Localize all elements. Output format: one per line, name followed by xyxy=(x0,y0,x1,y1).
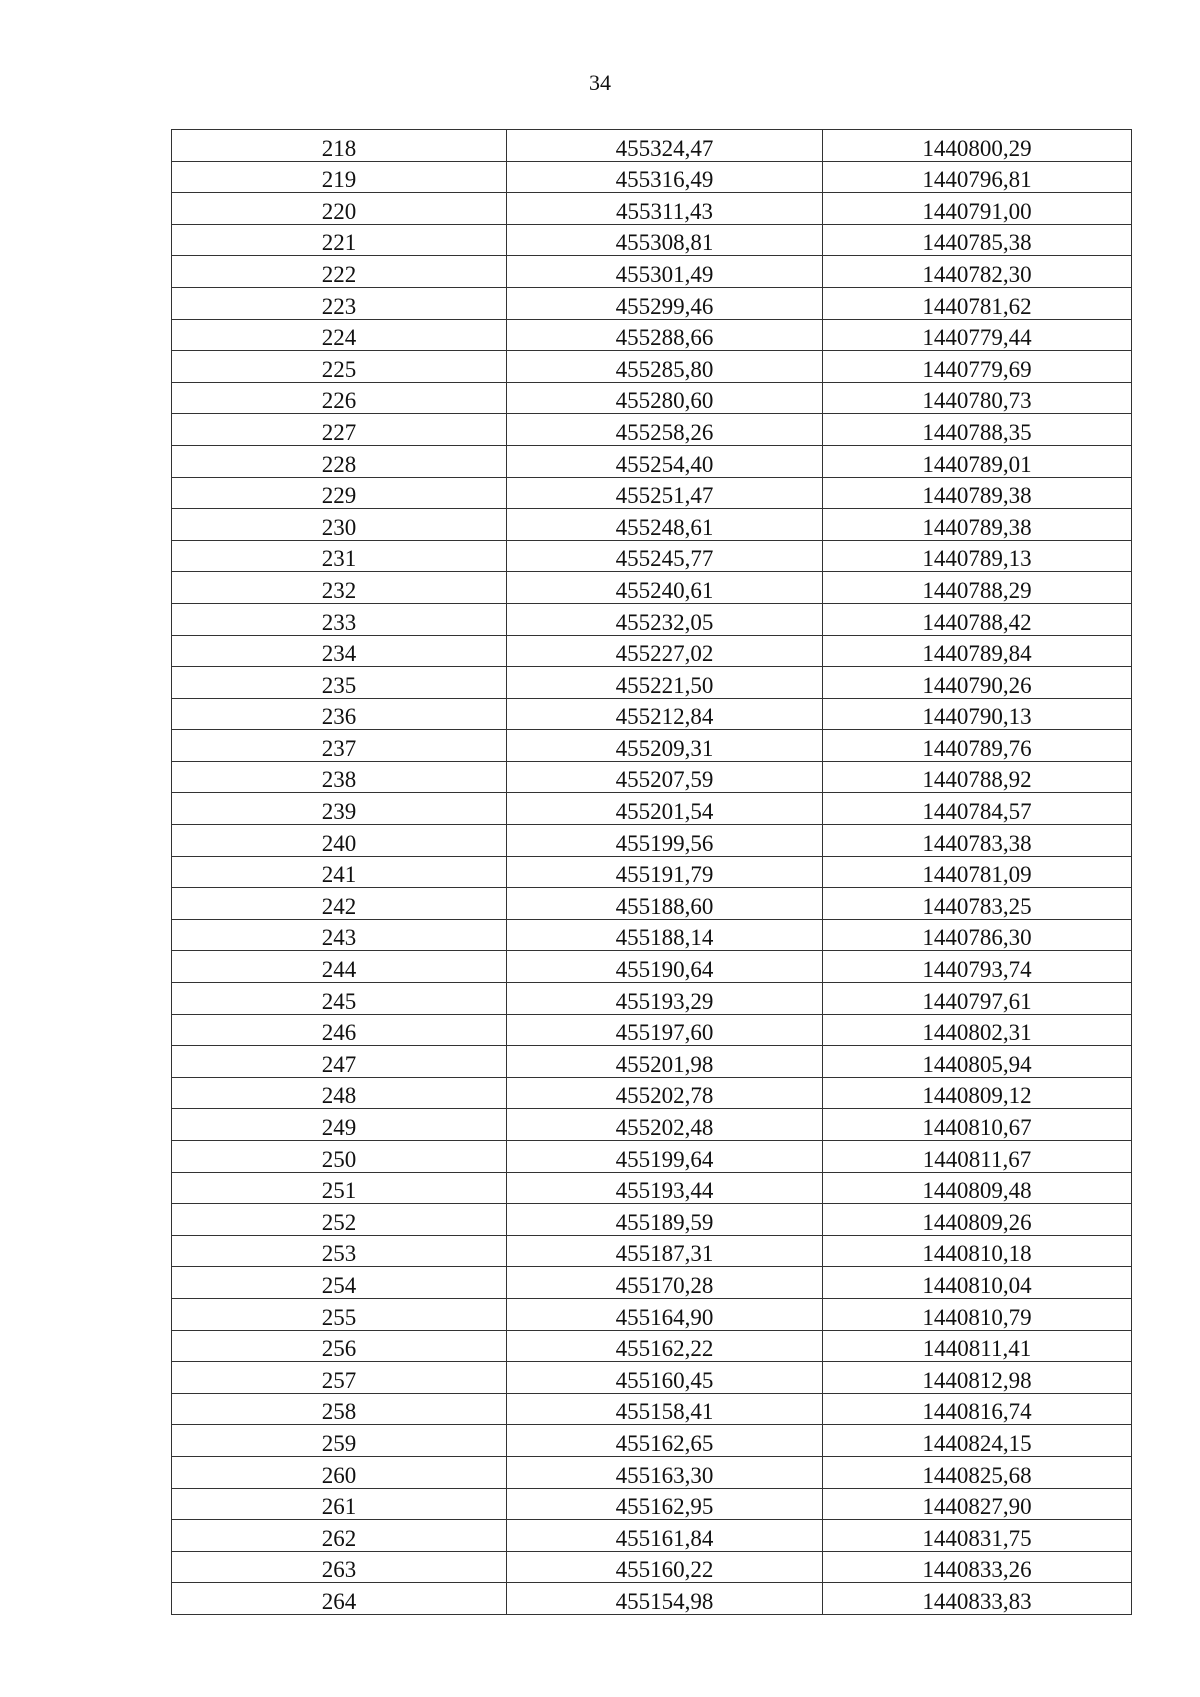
x-coordinate-cell: 455163,30 xyxy=(507,1456,823,1488)
x-coordinate-cell: 455232,05 xyxy=(507,603,823,635)
x-coordinate-cell: 455158,41 xyxy=(507,1393,823,1425)
coordinates-table-body xyxy=(172,130,1132,1615)
table-row xyxy=(172,1393,1132,1425)
point-number-cell: 230 xyxy=(172,509,507,541)
x-coordinate-cell: 455193,29 xyxy=(507,983,823,1015)
point-number-cell: 247 xyxy=(172,1046,507,1078)
table-row xyxy=(172,351,1132,383)
table-row xyxy=(172,1362,1132,1394)
y-coordinate-cell: 1440825,68 xyxy=(823,1456,1132,1488)
x-coordinate-cell: 455162,22 xyxy=(507,1330,823,1362)
y-coordinate-cell: 1440789,84 xyxy=(823,635,1132,667)
y-coordinate-cell: 1440782,30 xyxy=(823,256,1132,288)
point-number-cell: 232 xyxy=(172,572,507,604)
table-row xyxy=(172,130,1132,162)
y-coordinate-cell: 1440810,79 xyxy=(823,1298,1132,1330)
y-coordinate-cell: 1440797,61 xyxy=(823,983,1132,1015)
point-number-cell: 222 xyxy=(172,256,507,288)
x-coordinate-cell: 455288,66 xyxy=(507,319,823,351)
table-row xyxy=(172,414,1132,446)
y-coordinate-cell: 1440812,98 xyxy=(823,1362,1132,1394)
table-row xyxy=(172,193,1132,225)
page-number: 34 xyxy=(589,70,611,95)
y-coordinate-cell: 1440785,38 xyxy=(823,224,1132,256)
y-coordinate-cell: 1440788,92 xyxy=(823,761,1132,793)
point-number-cell: 231 xyxy=(172,540,507,572)
table-row xyxy=(172,319,1132,351)
x-coordinate-cell: 455199,64 xyxy=(507,1141,823,1173)
x-coordinate-cell: 455201,98 xyxy=(507,1046,823,1078)
y-coordinate-cell: 1440789,01 xyxy=(823,445,1132,477)
x-coordinate-cell: 455164,90 xyxy=(507,1298,823,1330)
y-coordinate-cell: 1440784,57 xyxy=(823,793,1132,825)
y-coordinate-cell: 1440786,30 xyxy=(823,919,1132,951)
point-number-cell: 246 xyxy=(172,1014,507,1046)
x-coordinate-cell: 455258,26 xyxy=(507,414,823,446)
table-row xyxy=(172,572,1132,604)
x-coordinate-cell: 455308,81 xyxy=(507,224,823,256)
y-coordinate-cell: 1440783,38 xyxy=(823,825,1132,857)
table-row xyxy=(172,1014,1132,1046)
x-coordinate-cell: 455197,60 xyxy=(507,1014,823,1046)
x-coordinate-cell: 455240,61 xyxy=(507,572,823,604)
y-coordinate-cell: 1440781,62 xyxy=(823,287,1132,319)
y-coordinate-cell: 1440805,94 xyxy=(823,1046,1132,1078)
table-row xyxy=(172,888,1132,920)
x-coordinate-cell: 455227,02 xyxy=(507,635,823,667)
table-row xyxy=(172,1235,1132,1267)
x-coordinate-cell: 455324,47 xyxy=(507,130,823,162)
table-row xyxy=(172,1204,1132,1236)
table-row xyxy=(172,825,1132,857)
table-row xyxy=(172,919,1132,951)
x-coordinate-cell: 455311,43 xyxy=(507,193,823,225)
y-coordinate-cell: 1440833,26 xyxy=(823,1551,1132,1583)
y-coordinate-cell: 1440789,76 xyxy=(823,730,1132,762)
point-number-cell: 235 xyxy=(172,667,507,699)
x-coordinate-cell: 455209,31 xyxy=(507,730,823,762)
table-row xyxy=(172,1425,1132,1457)
x-coordinate-cell: 455299,46 xyxy=(507,287,823,319)
x-coordinate-cell: 455280,60 xyxy=(507,382,823,414)
point-number-cell: 237 xyxy=(172,730,507,762)
point-number-cell: 241 xyxy=(172,856,507,888)
point-number-cell: 226 xyxy=(172,382,507,414)
table-row xyxy=(172,161,1132,193)
x-coordinate-cell: 455201,54 xyxy=(507,793,823,825)
table-row xyxy=(172,1520,1132,1552)
table-row xyxy=(172,509,1132,541)
x-coordinate-cell: 455162,65 xyxy=(507,1425,823,1457)
x-coordinate-cell: 455212,84 xyxy=(507,698,823,730)
y-coordinate-cell: 1440800,29 xyxy=(823,130,1132,162)
point-number-cell: 242 xyxy=(172,888,507,920)
x-coordinate-cell: 455245,77 xyxy=(507,540,823,572)
point-number-cell: 254 xyxy=(172,1267,507,1299)
y-coordinate-cell: 1440811,41 xyxy=(823,1330,1132,1362)
table-row xyxy=(172,667,1132,699)
point-number-cell: 221 xyxy=(172,224,507,256)
x-coordinate-cell: 455251,47 xyxy=(507,477,823,509)
point-number-cell: 238 xyxy=(172,761,507,793)
y-coordinate-cell: 1440802,31 xyxy=(823,1014,1132,1046)
x-coordinate-cell: 455207,59 xyxy=(507,761,823,793)
table-row xyxy=(172,635,1132,667)
point-number-cell: 240 xyxy=(172,825,507,857)
point-number-cell: 227 xyxy=(172,414,507,446)
y-coordinate-cell: 1440791,00 xyxy=(823,193,1132,225)
y-coordinate-cell: 1440788,29 xyxy=(823,572,1132,604)
y-coordinate-cell: 1440789,38 xyxy=(823,509,1132,541)
x-coordinate-cell: 455170,28 xyxy=(507,1267,823,1299)
x-coordinate-cell: 455160,22 xyxy=(507,1551,823,1583)
x-coordinate-cell: 455199,56 xyxy=(507,825,823,857)
x-coordinate-cell: 455187,31 xyxy=(507,1235,823,1267)
x-coordinate-cell: 455190,64 xyxy=(507,951,823,983)
point-number-cell: 220 xyxy=(172,193,507,225)
point-number-cell: 264 xyxy=(172,1583,507,1615)
point-number-cell: 263 xyxy=(172,1551,507,1583)
y-coordinate-cell: 1440809,12 xyxy=(823,1077,1132,1109)
point-number-cell: 244 xyxy=(172,951,507,983)
y-coordinate-cell: 1440779,44 xyxy=(823,319,1132,351)
x-coordinate-cell: 455191,79 xyxy=(507,856,823,888)
y-coordinate-cell: 1440809,48 xyxy=(823,1172,1132,1204)
table-row xyxy=(172,477,1132,509)
y-coordinate-cell: 1440790,13 xyxy=(823,698,1132,730)
point-number-cell: 249 xyxy=(172,1109,507,1141)
table-row xyxy=(172,445,1132,477)
table-row xyxy=(172,382,1132,414)
x-coordinate-cell: 455202,78 xyxy=(507,1077,823,1109)
point-number-cell: 224 xyxy=(172,319,507,351)
table-row xyxy=(172,1267,1132,1299)
y-coordinate-cell: 1440833,83 xyxy=(823,1583,1132,1615)
point-number-cell: 260 xyxy=(172,1456,507,1488)
point-number-cell: 228 xyxy=(172,445,507,477)
y-coordinate-cell: 1440783,25 xyxy=(823,888,1132,920)
y-coordinate-cell: 1440789,13 xyxy=(823,540,1132,572)
table-row xyxy=(172,1077,1132,1109)
table-row xyxy=(172,730,1132,762)
point-number-cell: 258 xyxy=(172,1393,507,1425)
table-row xyxy=(172,224,1132,256)
x-coordinate-cell: 455285,80 xyxy=(507,351,823,383)
point-number-cell: 229 xyxy=(172,477,507,509)
y-coordinate-cell: 1440780,73 xyxy=(823,382,1132,414)
y-coordinate-cell: 1440811,67 xyxy=(823,1141,1132,1173)
y-coordinate-cell: 1440789,38 xyxy=(823,477,1132,509)
x-coordinate-cell: 455189,59 xyxy=(507,1204,823,1236)
table-row xyxy=(172,793,1132,825)
point-number-cell: 243 xyxy=(172,919,507,951)
y-coordinate-cell: 1440809,26 xyxy=(823,1204,1132,1236)
y-coordinate-cell: 1440827,90 xyxy=(823,1488,1132,1520)
point-number-cell: 250 xyxy=(172,1141,507,1173)
table-row xyxy=(172,1172,1132,1204)
x-coordinate-cell: 455301,49 xyxy=(507,256,823,288)
point-number-cell: 234 xyxy=(172,635,507,667)
y-coordinate-cell: 1440824,15 xyxy=(823,1425,1132,1457)
table-row xyxy=(172,698,1132,730)
point-number-cell: 256 xyxy=(172,1330,507,1362)
point-number-cell: 233 xyxy=(172,603,507,635)
coordinates-table xyxy=(171,129,1132,1615)
x-coordinate-cell: 455254,40 xyxy=(507,445,823,477)
point-number-cell: 261 xyxy=(172,1488,507,1520)
x-coordinate-cell: 455188,14 xyxy=(507,919,823,951)
table-row xyxy=(172,287,1132,319)
table-row xyxy=(172,1141,1132,1173)
point-number-cell: 262 xyxy=(172,1520,507,1552)
x-coordinate-cell: 455162,95 xyxy=(507,1488,823,1520)
point-number-cell: 255 xyxy=(172,1298,507,1330)
x-coordinate-cell: 455154,98 xyxy=(507,1583,823,1615)
point-number-cell: 248 xyxy=(172,1077,507,1109)
point-number-cell: 218 xyxy=(172,130,507,162)
x-coordinate-cell: 455193,44 xyxy=(507,1172,823,1204)
y-coordinate-cell: 1440788,35 xyxy=(823,414,1132,446)
y-coordinate-cell: 1440796,81 xyxy=(823,161,1132,193)
table-row xyxy=(172,1583,1132,1615)
y-coordinate-cell: 1440810,67 xyxy=(823,1109,1132,1141)
point-number-cell: 259 xyxy=(172,1425,507,1457)
point-number-cell: 251 xyxy=(172,1172,507,1204)
point-number-cell: 252 xyxy=(172,1204,507,1236)
x-coordinate-cell: 455221,50 xyxy=(507,667,823,699)
point-number-cell: 257 xyxy=(172,1362,507,1394)
x-coordinate-cell: 455161,84 xyxy=(507,1520,823,1552)
point-number-cell: 245 xyxy=(172,983,507,1015)
y-coordinate-cell: 1440831,75 xyxy=(823,1520,1132,1552)
point-number-cell: 253 xyxy=(172,1235,507,1267)
table-row xyxy=(172,1456,1132,1488)
point-number-cell: 219 xyxy=(172,161,507,193)
x-coordinate-cell: 455202,48 xyxy=(507,1109,823,1141)
point-number-cell: 239 xyxy=(172,793,507,825)
y-coordinate-cell: 1440810,04 xyxy=(823,1267,1132,1299)
table-row xyxy=(172,1046,1132,1078)
y-coordinate-cell: 1440816,74 xyxy=(823,1393,1132,1425)
table-row xyxy=(172,856,1132,888)
y-coordinate-cell: 1440793,74 xyxy=(823,951,1132,983)
table-row xyxy=(172,761,1132,793)
point-number-cell: 225 xyxy=(172,351,507,383)
table-row xyxy=(172,951,1132,983)
x-coordinate-cell: 455160,45 xyxy=(507,1362,823,1394)
table-row xyxy=(172,603,1132,635)
x-coordinate-cell: 455188,60 xyxy=(507,888,823,920)
table-row xyxy=(172,256,1132,288)
y-coordinate-cell: 1440781,09 xyxy=(823,856,1132,888)
y-coordinate-cell: 1440810,18 xyxy=(823,1235,1132,1267)
table-row xyxy=(172,1488,1132,1520)
table-row xyxy=(172,540,1132,572)
x-coordinate-cell: 455248,61 xyxy=(507,509,823,541)
y-coordinate-cell: 1440790,26 xyxy=(823,667,1132,699)
y-coordinate-cell: 1440788,42 xyxy=(823,603,1132,635)
table-row xyxy=(172,1298,1132,1330)
point-number-cell: 236 xyxy=(172,698,507,730)
y-coordinate-cell: 1440779,69 xyxy=(823,351,1132,383)
table-row xyxy=(172,1109,1132,1141)
table-row xyxy=(172,983,1132,1015)
table-row xyxy=(172,1551,1132,1583)
x-coordinate-cell: 455316,49 xyxy=(507,161,823,193)
point-number-cell: 223 xyxy=(172,287,507,319)
table-row xyxy=(172,1330,1132,1362)
